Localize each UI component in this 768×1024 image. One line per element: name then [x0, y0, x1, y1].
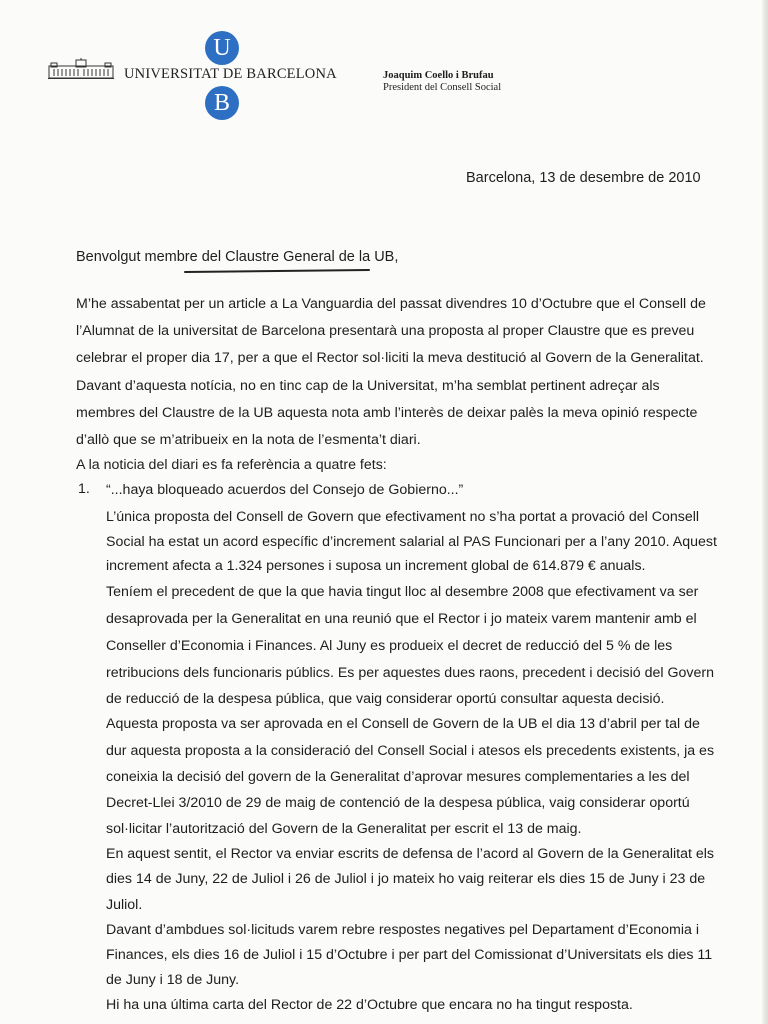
body-line: l’Alumnat de la universitat de Barcelona presentarà una proposta al proper Claustre que es preveu: [76, 323, 695, 339]
body-line: Davant d’aquesta notícia, no en tinc cap de la Universitat, m’ha semblat pertinent adreçar als: [76, 378, 660, 394]
institution-name: UNIVERSITAT DE BARCELONA: [124, 66, 337, 82]
item-line: Conseller d’Economia i Finances. Al Juny es produeix el decret de reducció del 5 % de les: [106, 638, 673, 654]
body-line: d’allò que se m’atribueix en la nota de l’esmenta’t diari.: [76, 432, 421, 448]
item-line: Decret-Llei 3/2010 de 29 de maig de contenció de la despesa pública, vaig considerar oportú: [106, 795, 690, 811]
item-line: En aquest sentit, el Rector va enviar escrits de defensa de l’acord al Govern de la Generalitat els: [106, 846, 715, 862]
body-line: membres del Claustre de la UB aquesta nota amb l’interès de deixar palès la meva opinió respecte: [76, 405, 698, 421]
item-line: retribucions dels funcionaris públics. Es per aquestes dues raons, precedent i decisió del Govern: [106, 665, 715, 681]
item-line: de reducció de la despesa pública, que vaig considerar oportú consultar aquesta decisió.: [106, 691, 665, 707]
university-building-icon: [48, 58, 114, 80]
body-line: A la noticia del diari es fa referència a quatre fets:: [76, 457, 387, 473]
item-line: Davant d’ambdues sol·licituds varem rebre respostes negatives pel Departament d’Economia i: [106, 922, 700, 938]
signer-role: President del Consell Social: [383, 82, 502, 93]
item-line: sol·licitar l’autorització del Govern de la Generalitat per escrit el 13 de maig.: [106, 821, 582, 837]
body-line: M’he assabentat per un article a La Vanguardia del passat divendres 10 d’Octubre que el Consell de: [76, 296, 706, 312]
item-line: Finances, els dies 16 de Juliol i 15 d’Octubre i per part del Comissionat d’Universitats els dies 11: [106, 947, 713, 963]
item-line: L’única proposta del Consell de Govern que efectivament no s’ha portat a provació del Consell: [106, 509, 700, 525]
item-line: coneixia la decisió del govern de la Generalitat d’aprovar mesures complementaries a les del: [106, 769, 690, 785]
item-quote: “...haya bloqueado acuerdos del Consejo de Gobierno...”: [106, 482, 464, 498]
item-line: dies 14 de Juny, 22 de Juliol i 26 de Juliol i jo mateix ho vaig reiterar els dies 15 de Juny i 23 de: [106, 871, 706, 887]
item-number: 1.: [78, 481, 90, 497]
item-line: Social ha estat un acord específic d’increment salarial al PAS Funcionari per a l’any 2010. Aquest: [106, 534, 717, 550]
page-edge: [762, 0, 768, 1024]
item-line: Teníem el precedent de que la que havia tingut lloc al desembre 2008 que efectivament va ser: [106, 584, 699, 600]
handwritten-underline: [184, 269, 370, 273]
item-line: Hi ha una última carta del Rector de 22 d’Octubre que encara no ha tingut resposta.: [106, 997, 633, 1013]
item-line: Aquesta proposta va ser aprovada en el Consell de Govern de la UB el dia 13 d’abril per tal de: [106, 716, 700, 732]
item-line: de Juny i 18 de Juny.: [106, 972, 240, 988]
logo-circle-b: B: [205, 86, 239, 120]
item-line: desaprovada per la Generalitat en una reunió que el Rector i jo mateix varem mantenir amb el: [106, 611, 697, 627]
signer-name: Joaquim Coello i Brufau: [383, 70, 494, 81]
logo-circle-u: U: [205, 31, 239, 65]
signer-block: [383, 70, 501, 94]
greeting: Benvolgut membre del Claustre General de la UB,: [76, 249, 399, 265]
letter-date: Barcelona, 13 de desembre de 2010: [466, 170, 701, 186]
item-line: increment afecta a 1.324 persones i suposa un increment global de 614.879 € anuals.: [106, 558, 646, 574]
body-line: celebrar el proper dia 17, per a que el Rector sol·liciti la meva destitució al Govern de la Generalitat.: [76, 350, 704, 366]
item-line: Juliol.: [106, 897, 143, 913]
item-line: dur aquesta proposta a la consideració del Consell Social i atesos els precedents existents, ja es: [106, 743, 715, 759]
